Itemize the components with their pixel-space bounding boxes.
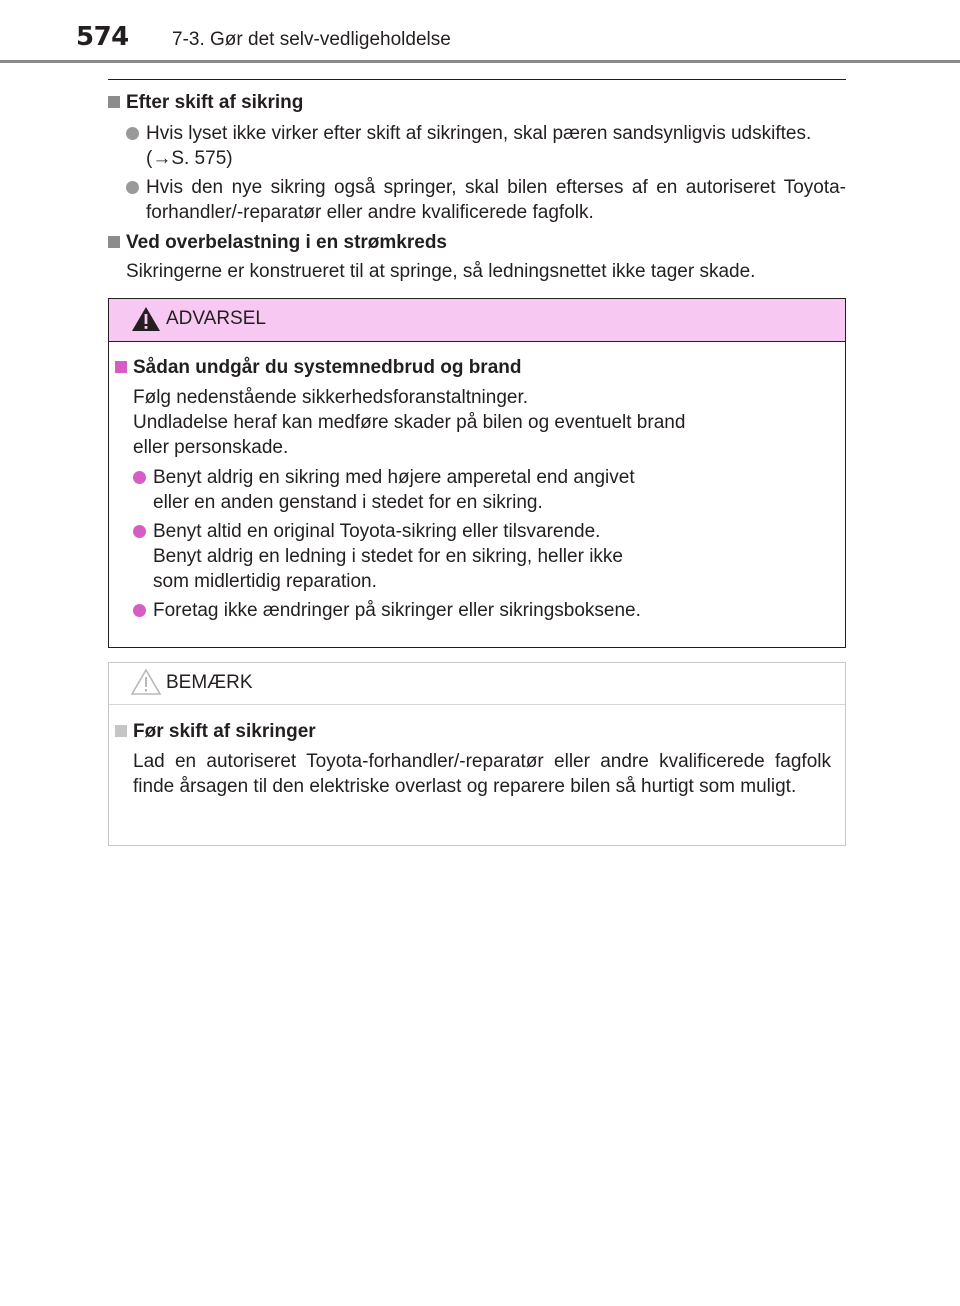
list-item-line: eller en anden genstand i stedet for en sikring. xyxy=(153,492,543,513)
warning-list-item xyxy=(133,598,833,623)
warning-header xyxy=(109,299,845,342)
warning-intro-line: Følg nedenstående sikkerhedsforanstaltninger. xyxy=(133,387,529,408)
warning-box xyxy=(108,298,846,648)
square-bullet-icon xyxy=(115,361,127,373)
list-item xyxy=(126,121,846,171)
square-bullet-icon xyxy=(108,96,120,108)
warning-intro-line: eller personskade. xyxy=(133,437,289,458)
list-item-text xyxy=(153,465,833,515)
circle-bullet-icon xyxy=(133,525,146,538)
list-item-text xyxy=(153,519,833,594)
list-item-line: Benyt aldrig en ledning i stedet for en sikring, heller ikke xyxy=(153,546,623,567)
heading-text: Efter skift af sikring xyxy=(126,92,304,113)
warning-label: ADVARSEL xyxy=(166,308,266,329)
circle-bullet-icon xyxy=(126,181,139,194)
note-paragraph: Lad en autoriseret Toyota-forhandler/-reparatør eller andre kvalificerede fagfolk finde årsagen til den elektriske overlast og reparere bilen så hurtigt som muligt. xyxy=(133,751,831,797)
page-header xyxy=(0,0,960,66)
list-item-text: Hvis lyset ikke virker efter skift af sikringen, skal pæren sandsynligvis udskiftes. (→S. 575) xyxy=(146,123,812,169)
note-label: BEMÆRK xyxy=(166,672,253,693)
list-item-line: som midlertidig reparation. xyxy=(153,571,377,592)
top-divider xyxy=(108,79,846,80)
note-header xyxy=(109,663,845,705)
heading-text: Sådan undgår du systemnedbrud og brand xyxy=(133,357,522,378)
square-bullet-icon xyxy=(108,236,120,248)
heading-text: Før skift af sikringer xyxy=(133,721,316,742)
note-box xyxy=(108,662,846,846)
list-item xyxy=(126,175,846,225)
section-heading-fuse-change xyxy=(108,92,303,114)
section-heading-overload xyxy=(108,232,447,254)
list-item-text xyxy=(153,598,833,623)
paragraph: Sikringerne er konstrueret til at springe, så ledningsnettet ikke tager skade. xyxy=(126,261,756,282)
warning-heading xyxy=(115,357,521,379)
section-title: 7-3. Gør det selv-vedligeholdelse xyxy=(172,29,451,50)
warning-list-item xyxy=(133,465,833,515)
caution-outline-triangle-icon xyxy=(131,668,161,696)
warning-intro-line: Undladelse heraf kan medføre skader på bilen og eventuelt brand xyxy=(133,412,686,433)
warning-triangle-icon xyxy=(131,305,161,333)
warning-intro xyxy=(133,385,833,460)
list-item-line: Benyt aldrig en sikring med højere amperetal end angivet xyxy=(153,467,635,488)
list-item-line: Foretag ikke ændringer på sikringer eller sikringsboksene. xyxy=(153,600,641,621)
list-item-text: Hvis den nye sikring også springer, skal bilen efterses af en autoriseret Toyota-forhandler/-reparatør eller andre kvalificerede fagfolk. xyxy=(146,177,846,223)
note-heading xyxy=(115,721,316,743)
header-rule xyxy=(0,60,960,63)
list-item-line: Benyt altid en original Toyota-sikring eller tilsvarende. xyxy=(153,521,601,542)
heading-text: Ved overbelastning i en strømkreds xyxy=(126,232,447,253)
circle-bullet-icon xyxy=(126,127,139,140)
circle-bullet-icon xyxy=(133,604,146,617)
square-bullet-icon xyxy=(115,725,127,737)
circle-bullet-icon xyxy=(133,471,146,484)
page-number: 574 xyxy=(76,22,129,52)
warning-list-item xyxy=(133,519,833,594)
